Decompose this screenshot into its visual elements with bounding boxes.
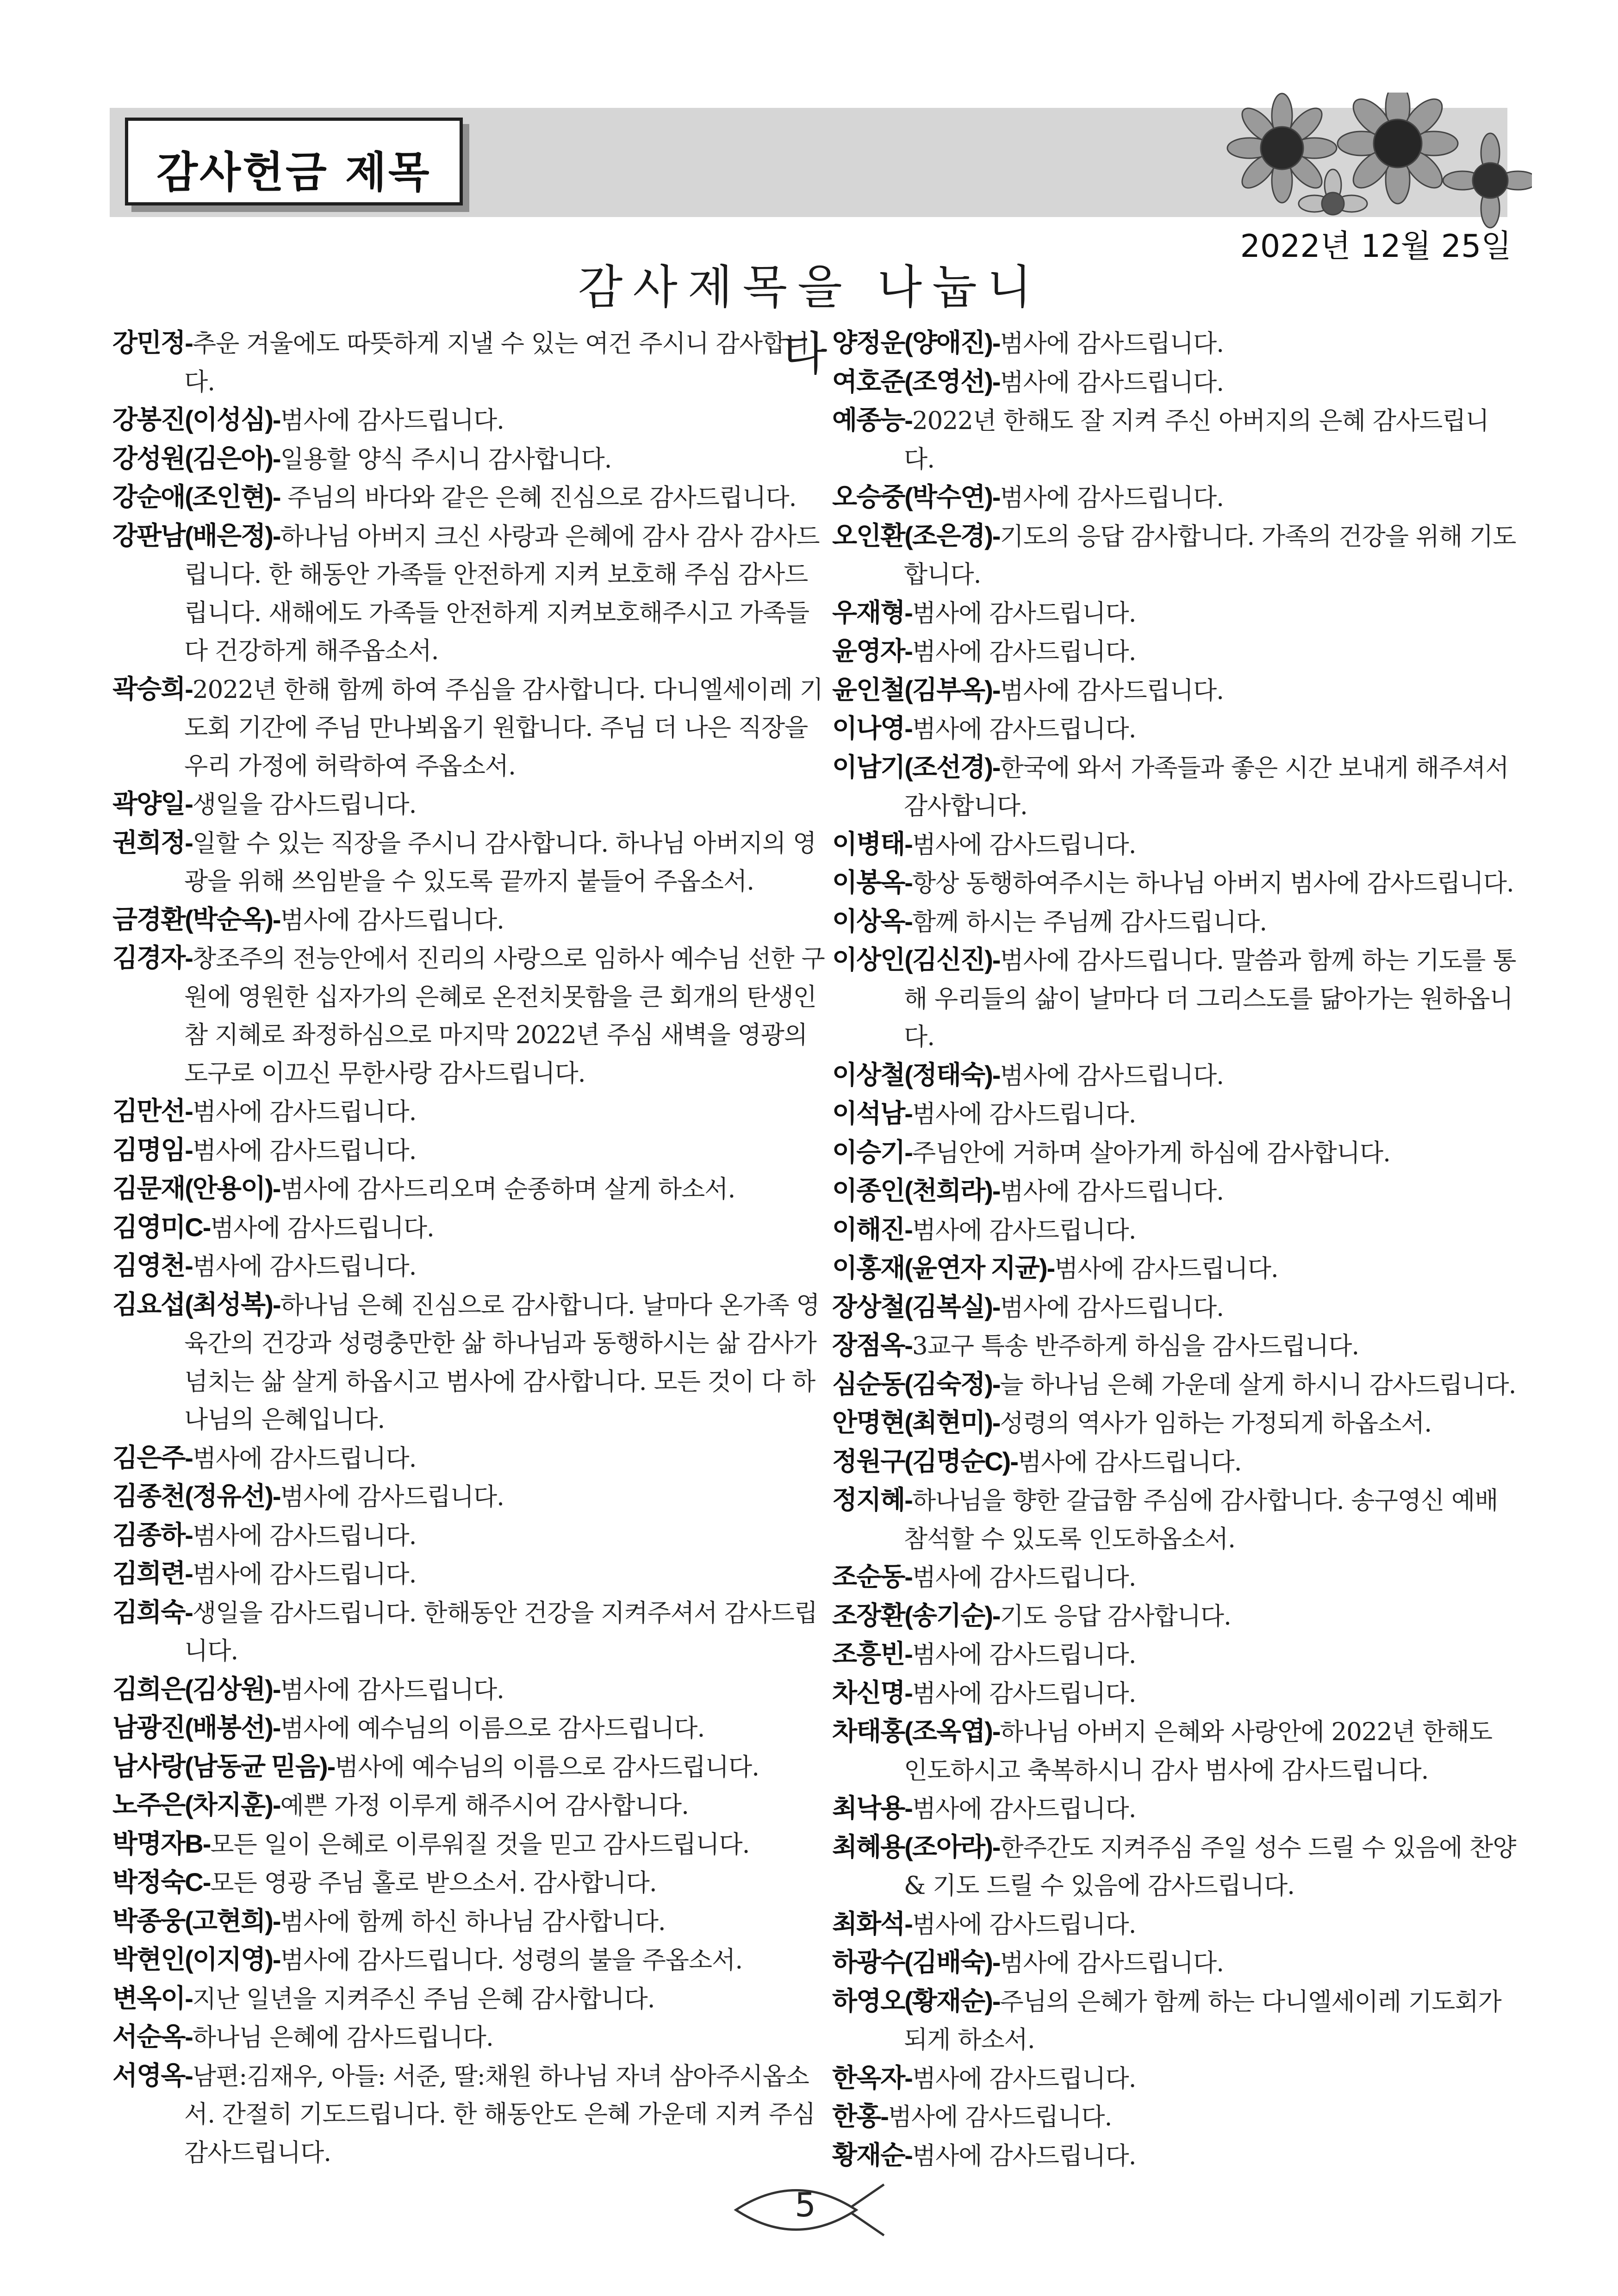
thanks-text: 범사에 감사드립니다. — [1054, 1255, 1278, 1283]
list-item — [832, 363, 1517, 402]
donor-name: 김만선- — [112, 1096, 193, 1126]
thanks-text: 창조주의 전능안에서 진리의 사랑으로 임하사 예수님 선한 구원에 영원한 십자가의 은혜로 온전치못함을 큰 회개의 탄생인 참 지혜로 좌정하심으로 마지막 2022년 주심 새벽을 영광의 도구로 이끄신 무한사랑 감사드립니다. — [184, 945, 825, 1088]
list-item — [832, 632, 1517, 671]
list-item — [112, 2018, 830, 2057]
thanks-text: 범사에 감사드립니다. — [192, 1521, 417, 1550]
list-item — [112, 1439, 830, 1478]
thanks-text: 일할 수 있는 직장을 주시니 감사합니다. 하나님 아버지의 영광을 위해 쓰임받을 수 있도록 끝까지 붙들어 주옵소서. — [184, 829, 816, 896]
thanks-text: 3교구 특송 반주하게 하심을 감사드립니다. — [912, 1332, 1359, 1360]
thanks-text: 범사에 감사드립니다. — [912, 599, 1136, 628]
list-item — [112, 478, 830, 517]
list-item — [832, 748, 1517, 825]
list-item — [832, 1905, 1517, 1944]
donor-name: 김은주- — [112, 1443, 193, 1472]
thanks-text: 생일을 감사드립니다. — [192, 790, 417, 819]
donor-name: 차신명- — [832, 1678, 912, 1707]
donor-name: 이해진- — [832, 1214, 912, 1244]
donor-name: 이남기(조선경)- — [832, 752, 1000, 782]
list-item — [832, 1674, 1517, 1713]
donor-name: 곽양일- — [112, 789, 193, 818]
list-item — [112, 1863, 830, 1902]
donor-name: 김희련- — [112, 1559, 193, 1588]
donor-name: 정지혜- — [832, 1485, 912, 1514]
list-item — [112, 1902, 830, 1941]
list-item — [112, 1709, 830, 1748]
list-item — [832, 902, 1517, 941]
donor-name: 조장환(송기순)- — [832, 1600, 1000, 1630]
thanks-text: 범사에 감사드립니다. — [1000, 330, 1224, 358]
list-item — [112, 824, 830, 901]
donor-name: 금경환(박순옥)- — [112, 904, 280, 934]
list-item — [112, 1670, 830, 1709]
thanks-text: 범사에 감사드립니다. — [912, 1563, 1136, 1592]
thanks-text: 범사에 감사드립니다. — [912, 2064, 1136, 2093]
list-item — [832, 1635, 1517, 1674]
thanks-text: 범사에 감사드리오며 순종하며 살게 하소서. — [280, 1175, 735, 1203]
donor-name: 우재형- — [832, 597, 912, 627]
thanks-text: 범사에 예수님의 이름으로 감사드립니다. — [280, 1714, 705, 1742]
thanks-text: 추운 겨울에도 따뜻하게 지낼 수 있는 여건 주시니 감사합니다. — [184, 330, 809, 396]
donor-name: 김경자- — [112, 943, 193, 972]
list-item — [832, 1288, 1517, 1327]
thanks-text: 범사에 감사드립니다. — [912, 1100, 1136, 1128]
donor-name: 강판남(배은정)- — [112, 521, 280, 550]
thanks-text: 하나님 은혜에 감사드립니다. — [192, 2023, 493, 2052]
thanks-text: 범사에 감사드립니다. — [280, 406, 504, 435]
thanks-text: 기도 응답 감사합니다. — [1000, 1602, 1231, 1630]
thanks-text: 주님의 은혜가 함께 하는 다니엘세이레 기도회가 되게 하소서. — [904, 1987, 1501, 2054]
donor-name: 양정운(양애진)- — [832, 328, 1000, 357]
list-item — [832, 1558, 1517, 1597]
thanks-text: 기도의 응답 감사합니다. 가족의 건강을 위해 기도합니다. — [904, 522, 1516, 589]
thanks-text: 2022년 한해도 잘 지켜 주신 아버지의 은혜 감사드립니다. — [904, 407, 1489, 473]
donor-name: 박명자B- — [112, 1829, 211, 1858]
donor-name: 이상옥- — [832, 906, 912, 936]
donor-name: 박현인(이지영)- — [112, 1945, 280, 1974]
list-item — [832, 2097, 1517, 2136]
list-item — [112, 1941, 830, 1979]
list-item — [112, 1170, 830, 1208]
list-item — [112, 785, 830, 824]
donor-name: 오인환(조은경)- — [832, 521, 1000, 550]
thanks-text: 일용할 양식 주시니 감사합니다. — [280, 445, 612, 473]
donor-name: 권희정- — [112, 828, 193, 857]
donor-name: 최낙용- — [832, 1793, 912, 1823]
donor-name: 윤인철(김부옥)- — [832, 675, 1000, 704]
donor-name: 최혜용(조아라)- — [832, 1832, 1000, 1861]
list-item — [832, 1133, 1517, 1172]
donor-name: 이종인(천희라)- — [832, 1176, 1000, 1205]
donor-name: 박정숙C- — [112, 1867, 211, 1897]
donor-name: 김종하- — [112, 1520, 193, 1549]
thanks-text: 하나님 아버지 크신 사랑과 은혜에 감사 감사 감사드립니다. 한 해동안 가족들 안전하게 지켜 보호해 주심 감사드립니다. 새해에도 가족들 안전하게 지켜보호해주시고 가족들 다 건강하게 해주옵소서. — [184, 522, 820, 665]
thanks-text: 늘 하나님 은혜 가운데 살게 하시니 감사드립니다. — [1000, 1370, 1516, 1399]
donor-name: 하광수(김배숙)- — [832, 1948, 1000, 1977]
list-item — [832, 517, 1517, 594]
list-item — [832, 941, 1517, 1056]
list-item — [112, 1979, 830, 2018]
donor-name: 이봉옥- — [832, 868, 912, 897]
list-item — [832, 1982, 1517, 2059]
thanks-text: 2022년 한해 함께 하여 주심을 감사합니다. 다니엘세이레 기도회 기간에 주님 만나뵈옵기 원합니다. 주님 더 나은 직장을 우리 가정에 허락하여 주옵소서. — [184, 675, 823, 780]
donor-name: 한홍- — [832, 2102, 888, 2131]
thanks-text: 범사에 감사드립니다. — [1000, 1177, 1224, 1206]
thanks-text: 범사에 감사드립니다. — [912, 1910, 1136, 1939]
donor-name: 심순동(김숙정)- — [832, 1369, 1000, 1399]
thanks-text: 범사에 감사드립니다. — [1000, 1061, 1224, 1090]
thanks-text: 범사에 감사드립니다. — [1017, 1448, 1242, 1476]
list-item — [112, 2057, 830, 2172]
thanks-text: 범사에 감사드립니다. — [912, 715, 1136, 743]
donor-name: 이홍재(윤연자 지균)- — [832, 1253, 1055, 1282]
thanks-text: 범사에 감사드립니다. — [192, 1252, 417, 1281]
thanks-text: 모든 일이 은혜로 이루워질 것을 믿고 감사드립니다. — [210, 1830, 750, 1859]
thanks-text: 범사에 함께 하신 하나님 감사합니다. — [280, 1907, 666, 1936]
donor-name: 예종능- — [832, 405, 912, 435]
donor-name: 김요섭(최성복)- — [112, 1289, 280, 1319]
list-item — [112, 1516, 830, 1555]
list-item — [832, 1404, 1517, 1443]
donor-name: 김희숙- — [112, 1597, 193, 1627]
list-item — [832, 401, 1517, 478]
donor-name: 남사랑(남동균 믿음)- — [112, 1751, 335, 1781]
donor-name: 장점옥- — [832, 1331, 912, 1360]
left-column — [112, 324, 830, 2172]
list-item — [112, 324, 830, 401]
list-item — [832, 1443, 1517, 1481]
thanks-text: 범사에 감사드립니다. — [912, 1216, 1136, 1244]
list-item — [832, 1211, 1517, 1250]
donor-name: 강민정- — [112, 328, 193, 357]
list-item — [832, 594, 1517, 633]
right-column — [832, 324, 1517, 2175]
donor-name: 김문재(안용이)- — [112, 1174, 280, 1203]
list-item — [112, 1786, 830, 1825]
thanks-text: 범사에 감사드립니다. 성령의 불을 주옵소서. — [280, 1946, 743, 1974]
donor-name: 이상철(정태숙)- — [832, 1060, 1000, 1089]
list-item — [832, 1828, 1517, 1905]
list-item — [832, 1712, 1517, 1789]
donor-name: 안명현(최현미)- — [832, 1408, 1000, 1437]
thanks-text: 범사에 감사드립니다. — [280, 906, 504, 934]
donor-name: 변옥이- — [112, 1983, 193, 2013]
thanks-text: 범사에 예수님의 이름으로 감사드립니다. — [335, 1753, 759, 1781]
thanks-text: 범사에 감사드립니다. — [280, 1483, 504, 1511]
list-item — [832, 1095, 1517, 1133]
donor-name: 조흥빈- — [832, 1639, 912, 1668]
donor-name: 차태홍(조옥엽)- — [832, 1717, 1000, 1746]
list-item — [112, 670, 830, 785]
thanks-text: 하나님 아버지 은혜와 사랑안에 2022년 한해도 인도하시고 축복하시니 감사 범사에 감사드립니다. — [904, 1718, 1493, 1785]
section-subtitle: 감사제목을 나눕니다 — [578, 260, 1042, 381]
list-item — [832, 1943, 1517, 1982]
thanks-text: 하나님을 향한 갈급함 주심에 감사합니다. 송구영신 예배 참석할 수 있도록 인도하옵소서. — [904, 1487, 1498, 1553]
donor-name: 서영옥- — [112, 2060, 193, 2090]
thanks-text: 범사에 감사드립니다. 말씀과 함께 하는 기도를 통해 우리들의 삶이 날마다 더 그리스도를 닮아가는 원하옵니다. — [904, 946, 1516, 1051]
list-item — [832, 1365, 1517, 1404]
list-item — [112, 1131, 830, 1170]
issue-date: 2022년 12월 25일 — [1240, 228, 1512, 265]
list-item — [832, 709, 1517, 748]
thanks-text: 범사에 감사드립니다. — [1000, 484, 1224, 512]
donor-name: 이승기- — [832, 1137, 912, 1167]
thanks-text: 주님안에 거하며 살아가게 하심에 감사합니다. — [912, 1139, 1390, 1167]
list-item — [112, 517, 830, 670]
donor-name: 하영오(황재순)- — [832, 1986, 1000, 2016]
thanks-text: 함께 하시는 주님께 감사드립니다. — [912, 908, 1267, 936]
thanks-text: 범사에 감사드립니다. — [1000, 676, 1224, 705]
thanks-text: 범사에 감사드립니다. — [912, 638, 1136, 666]
thanks-text: 범사에 감사드립니다. — [912, 2141, 1136, 2170]
thanks-text: 범사에 감사드립니다. — [912, 1641, 1136, 1669]
thanks-text: 생일을 감사드립니다. 한해동안 건강을 지켜주셔서 감사드립니다. — [184, 1599, 817, 1665]
donor-name: 남광진(배봉선)- — [112, 1713, 280, 1742]
list-item — [832, 825, 1517, 864]
thanks-text: 범사에 감사드립니다. — [912, 830, 1136, 859]
donor-name: 김영천- — [112, 1251, 193, 1280]
donor-name: 여호준(조영선)- — [832, 367, 1000, 396]
list-item — [112, 939, 830, 1092]
thanks-text: 범사에 감사드립니다. — [1000, 1293, 1224, 1322]
list-item — [112, 1593, 830, 1670]
thanks-text: 범사에 감사드립니다. — [1000, 368, 1224, 397]
donor-name: 강봉진(이성심)- — [112, 405, 280, 434]
list-item — [832, 671, 1517, 710]
list-item — [112, 1555, 830, 1593]
donor-name: 김영미C- — [112, 1212, 211, 1242]
donor-name: 이병태- — [832, 829, 912, 859]
list-item — [112, 1286, 830, 1439]
donor-name: 노주은(차지훈)- — [112, 1790, 280, 1819]
thanks-text: 범사에 감사드립니다. — [280, 1675, 504, 1704]
list-item — [112, 1825, 830, 1864]
donor-name: 김희은(김상원)- — [112, 1674, 280, 1704]
list-item — [832, 324, 1517, 363]
thanks-text: 모든 영광 주님 홀로 받으소서. 감사합니다. — [210, 1869, 657, 1897]
thanks-text: 범사에 감사드립니다. — [210, 1213, 434, 1242]
page-title: 감사헌금 제목 — [156, 148, 431, 197]
donor-name: 최화석- — [832, 1909, 912, 1938]
thanks-text: 주님의 바다와 같은 은혜 진심으로 감사드립니다. — [280, 484, 797, 512]
thanks-text: 범사에 감사드립니다. — [1000, 1949, 1224, 1977]
donor-name: 이나영- — [832, 714, 912, 743]
list-item — [112, 1208, 830, 1247]
list-item — [832, 1481, 1517, 1558]
list-item — [832, 478, 1517, 517]
thanks-text: 범사에 감사드립니다. — [912, 1679, 1136, 1708]
list-item — [832, 2059, 1517, 2098]
thanks-text: 한국에 와서 가족들과 좋은 시간 보내게 해주셔서 감사합니다. — [904, 753, 1509, 820]
sunflower-bouquet-icon — [1213, 93, 1532, 231]
list-item — [832, 1056, 1517, 1095]
donor-name: 곽승희- — [112, 674, 193, 703]
thanks-text: 범사에 감사드립니다. — [912, 1795, 1136, 1823]
thanks-text: 범사에 감사드립니다. — [192, 1560, 417, 1588]
list-item — [832, 864, 1517, 902]
donor-name: 오승중(박수연)- — [832, 482, 1000, 511]
donor-name: 김명임- — [112, 1135, 193, 1164]
donor-name: 박종웅(고현희)- — [112, 1906, 280, 1935]
list-item — [112, 1092, 830, 1131]
list-item — [832, 1789, 1517, 1828]
list-item — [112, 1748, 830, 1786]
donor-name: 조순동- — [832, 1562, 912, 1591]
thanks-text: 항상 동행하여주시는 하나님 아버지 범사에 감사드립니다. — [912, 869, 1514, 897]
list-item — [112, 1477, 830, 1516]
donor-name: 한옥자- — [832, 2063, 912, 2092]
list-item — [112, 901, 830, 940]
thanks-text: 범사에 감사드립니다. — [192, 1136, 417, 1165]
thanks-text: 범사에 감사드립니다. — [888, 2103, 1112, 2131]
list-item — [832, 1326, 1517, 1365]
list-item — [112, 440, 830, 479]
list-item — [112, 1247, 830, 1286]
list-item — [832, 1597, 1517, 1636]
page-footer — [731, 2175, 889, 2245]
thanks-text: 예쁜 가정 이루게 해주시어 감사합니다. — [280, 1792, 689, 1820]
donor-name: 서순옥- — [112, 2022, 193, 2051]
donor-name: 황재순- — [832, 2140, 912, 2170]
thanks-text: 지난 일년을 지켜주신 주님 은혜 감사합니다. — [192, 1985, 655, 2013]
list-item — [832, 2136, 1517, 2175]
thanks-text: 범사에 감사드립니다. — [192, 1444, 417, 1473]
list-item — [832, 1249, 1517, 1288]
thanks-text: 한주간도 지켜주심 주일 성수 드릴 수 있음에 찬양 & 기도 드릴 수 있음에 감사드립니다. — [904, 1833, 1516, 1900]
donor-name: 강성원(김은아)- — [112, 443, 280, 473]
list-item — [832, 1172, 1517, 1211]
page-number: 5 — [795, 2185, 816, 2224]
donor-name: 장상철(김복실)- — [832, 1292, 1000, 1321]
donor-name: 이석남- — [832, 1099, 912, 1128]
donor-name: 김종천(정유선)- — [112, 1481, 280, 1511]
thanks-text: 범사에 감사드립니다. — [192, 1098, 417, 1126]
thanks-text: 하나님 은혜 진심으로 감사합니다. 날마다 온가족 영육간의 건강과 성령충만한 삶 하나님과 동행하시는 삶 감사가 넘치는 삶 살게 하옵시고 범사에 감사합니다. 모든 것이 다 하나님의 은혜입니다. — [184, 1291, 820, 1434]
donor-name: 강순애(조인현)- — [112, 482, 280, 511]
donor-name: 윤영자- — [832, 636, 912, 666]
donor-name: 정원구(김명순C)- — [832, 1446, 1018, 1476]
thanks-text: 성령의 역사가 임하는 가정되게 하옵소서. — [1000, 1409, 1432, 1437]
donor-name: 이상인(김신진)- — [832, 945, 1000, 974]
title-box — [125, 118, 463, 205]
thanks-text: 남편:김재우, 아들: 서준, 딸:채원 하나님 자녀 삼아주시옵소서. 간절히 기도드립니다. 한 해동안도 은혜 가운데 지켜 주심 감사드립니다. — [184, 2062, 815, 2167]
list-item — [112, 401, 830, 440]
